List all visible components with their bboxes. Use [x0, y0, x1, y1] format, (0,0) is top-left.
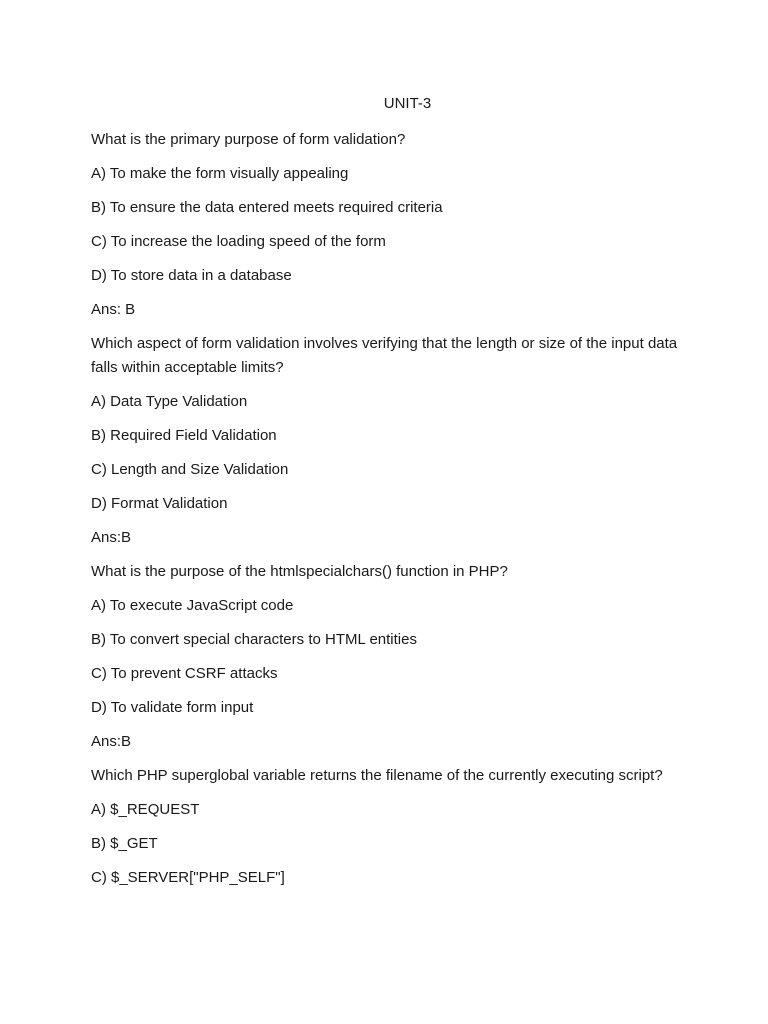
question-text: Which aspect of form validation involves verifying that the length or size of the input data falls within acceptable limits? [91, 335, 678, 376]
answer-text: Ans: B [91, 301, 136, 318]
option-c: C) Length and Size Validation [91, 461, 289, 478]
option-a: A) Data Type Validation [91, 393, 248, 410]
option-b: B) To convert special characters to HTML entities [91, 631, 417, 648]
option-c: C) To increase the loading speed of the form [91, 233, 386, 250]
option-d: D) To validate form input [91, 699, 254, 716]
answer-text: Ans:B [91, 529, 132, 546]
option-d: D) Format Validation [91, 495, 228, 512]
page-title: UNIT-3 [383, 95, 432, 112]
option-a: A) To make the form visually appealing [91, 165, 349, 182]
answer-text: Ans:B [91, 733, 132, 750]
option-b: B) To ensure the data entered meets required criteria [91, 199, 443, 216]
option-b: B) Required Field Validation [91, 427, 277, 444]
option-d: D) To store data in a database [91, 267, 292, 284]
option-a: A) To execute JavaScript code [91, 597, 294, 614]
question-text: Which PHP superglobal variable returns the filename of the currently executing script? [91, 767, 663, 784]
question-text: What is the purpose of the htmlspecialchars() function in PHP? [91, 563, 508, 580]
option-c: C) $_SERVER["PHP_SELF"] [91, 869, 285, 886]
option-b: B) $_GET [91, 835, 158, 852]
question-text: What is the primary purpose of form validation? [91, 131, 406, 148]
option-a: A) $_REQUEST [91, 801, 200, 818]
option-c: C) To prevent CSRF attacks [91, 665, 278, 682]
